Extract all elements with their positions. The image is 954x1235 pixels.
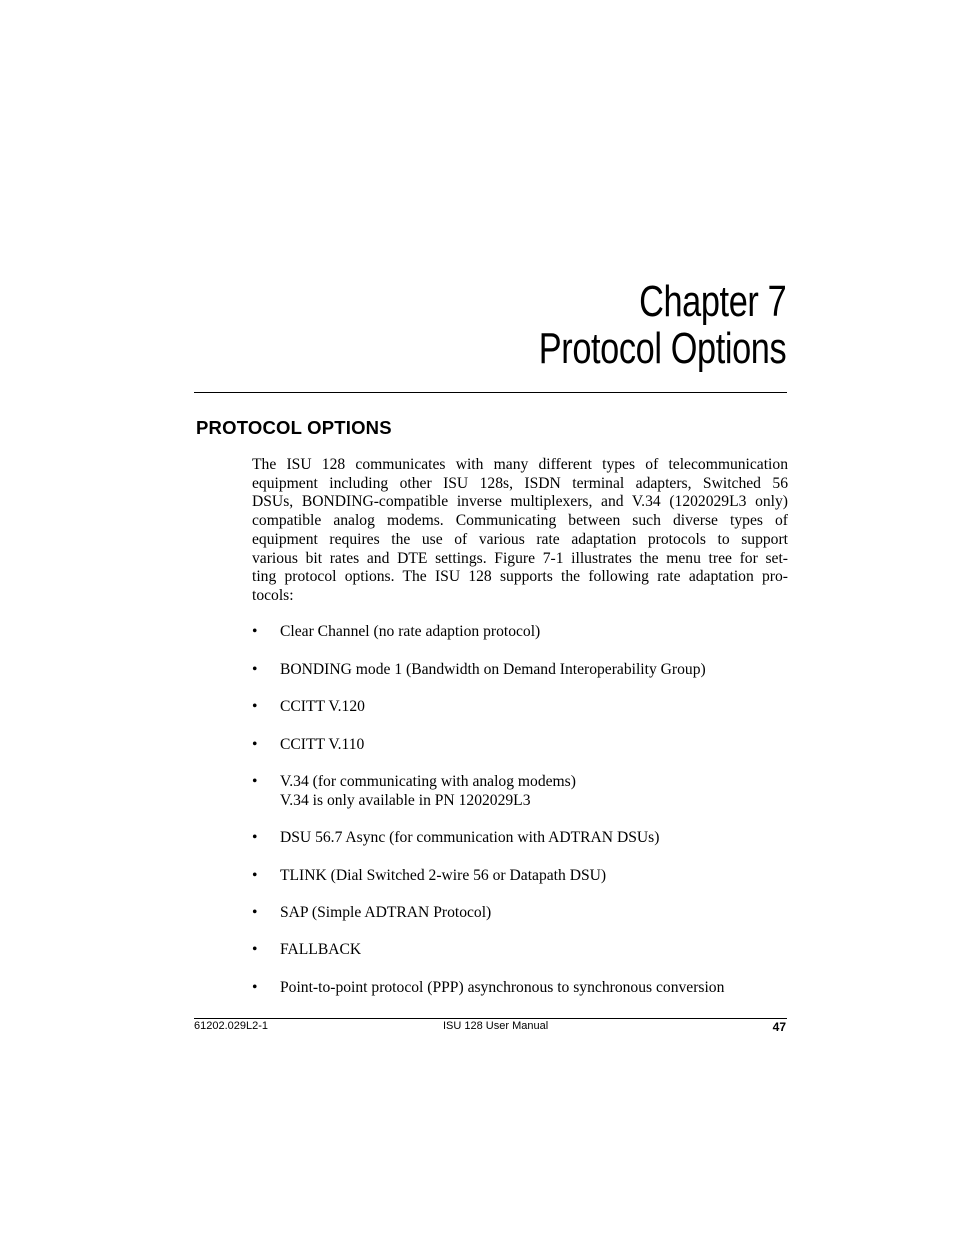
list-item-text: Point-to-point protocol (PPP) asynchronous to synchronous conversion (280, 979, 725, 996)
paragraph-line: equipment requires the use of various rate adaptation protocols to support (252, 530, 788, 548)
paragraph-line: The ISU 128 communicates with many different types of telecommunication (252, 456, 788, 473)
paragraph-line: ting protocol options. The ISU 128 supports the following rate adaptation pro- (252, 568, 788, 586)
paragraph-line: equipment including other ISU 128s, ISDN terminal adapters, Switched 56 (252, 474, 788, 492)
bullet-icon: • (252, 623, 258, 640)
section-heading: PROTOCOL OPTIONS (196, 417, 392, 438)
paragraph-line: compatible analog modems. Communicating between such diverse types of (252, 512, 788, 530)
bullet-icon: • (252, 979, 258, 996)
chapter-title (539, 278, 786, 372)
bullet-icon: • (252, 867, 258, 884)
chapter-number: Chapter 7 (638, 277, 786, 326)
list-item-text: BONDING mode 1 (Bandwidth on Demand Interoperability Group) (280, 661, 706, 678)
bullet-icon: • (252, 941, 258, 958)
list-item-text: SAP (Simple ADTRAN Protocol) (280, 904, 492, 921)
list-item-text: FALLBACK (280, 941, 362, 958)
header-divider (194, 392, 787, 393)
bullet-icon: • (252, 661, 258, 678)
paragraph-line: DSUs, BONDING-compatible inverse multiplexers, and V.34 (1202029L3 only) (252, 493, 788, 511)
chapter-name: Protocol Options (538, 324, 786, 373)
list-item-text: CCITT V.120 (280, 698, 365, 715)
list-item-text: CCITT V.110 (280, 736, 365, 753)
footer-doc-number: 61202.029L2-1 (194, 1020, 269, 1032)
bullet-icon: • (252, 736, 258, 753)
bullet-icon: • (252, 904, 258, 921)
bullet-icon: • (252, 829, 258, 846)
page-number: 47 (772, 1020, 786, 1034)
list-item-text: Clear Channel (no rate adaption protocol) (280, 623, 541, 640)
footer-manual-title: ISU 128 User Manual (443, 1020, 549, 1032)
list-item-note: V.34 is only available in PN 1202029L3 (280, 791, 531, 809)
list-item-text: DSU 56.7 Async (for communication with ADTRAN DSUs) (280, 829, 660, 846)
bullet-icon: • (252, 698, 258, 715)
list-item-text: V.34 (for communicating with analog modems) (280, 773, 576, 790)
list-item-text: TLINK (Dial Switched 2-wire 56 or Datapath DSU) (280, 867, 607, 884)
intro-paragraph (252, 456, 788, 606)
paragraph-line: various bit rates and DTE settings. Figure 7-1 illustrates the menu tree for set- (252, 549, 788, 567)
paragraph-line: tocols: (252, 586, 294, 604)
bullet-icon: • (252, 773, 258, 790)
footer-divider (194, 1018, 787, 1019)
